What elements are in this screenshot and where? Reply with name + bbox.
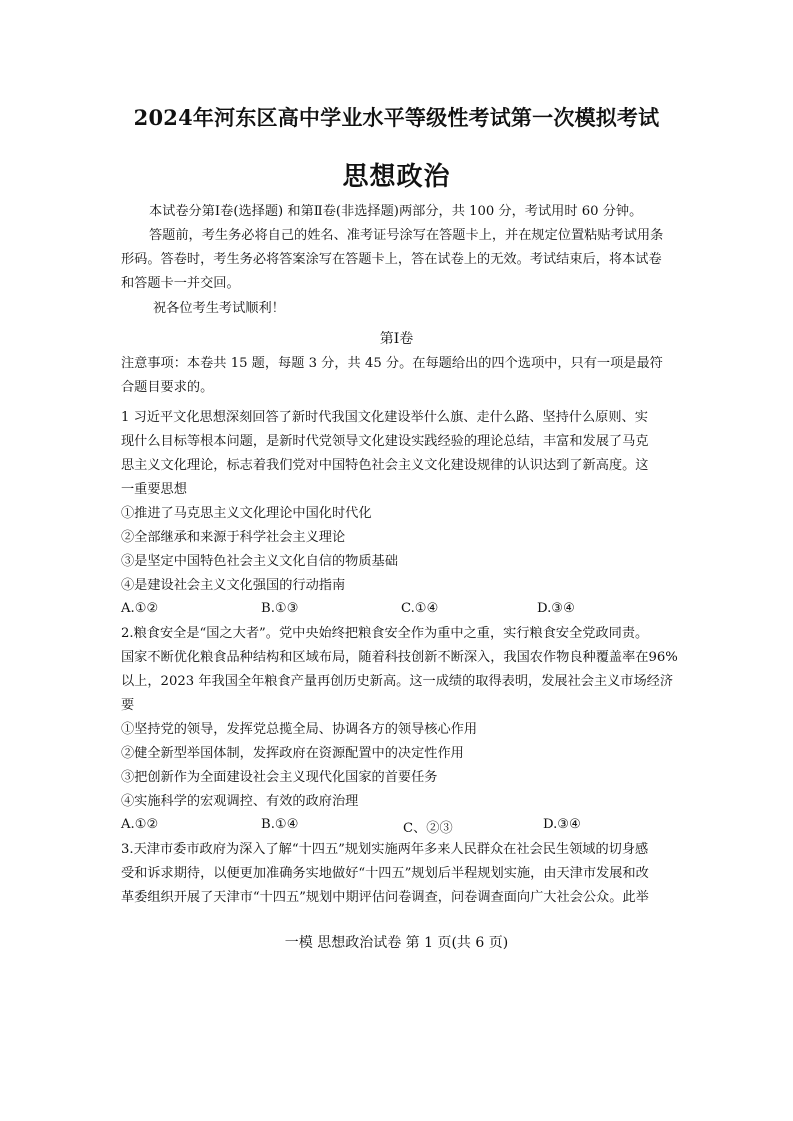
answer-option-b: B.①③ <box>261 601 299 616</box>
subject-heading: 思想政治 <box>342 162 451 192</box>
statement-item: ②健全新型举国体制，发挥政府在资源配置中的决定性作用 <box>121 746 464 761</box>
intro-line: 形码。答卷时，考生务必将答案涂写在答题卡上，答在试卷上的无效。考试结束后，将本试卷 <box>121 252 662 267</box>
statement-item: ②全部继承和来源于科学社会主义理论 <box>121 530 346 545</box>
question-stem-line: 要 <box>121 698 135 713</box>
question-stem-line: 2.粮食安全是“国之大者”。党中央始终把粮食安全作为重中之重，实行粮食安全党政同责。 <box>121 626 649 641</box>
answer-option-c: C.①④ <box>401 601 439 616</box>
statement-item: ①推进了马克思主义文化理论中国化时代化 <box>121 506 372 521</box>
question-stem-line: 一重要思想 <box>121 482 187 497</box>
statement-item: ④是建设社会主义文化强国的行动指南 <box>121 578 346 593</box>
intro-line: 答题前，考生务必将自己的姓名、准考证号涂写在答题卡上，并在规定位置粘贴考试用条 <box>149 228 664 243</box>
question-stem-line: 3.天津市委市政府为深入了解“十四五”规划实施两年多来人民群众在社会民生领域的切身感 <box>121 842 649 857</box>
answer-option-a: A.①② <box>121 601 159 616</box>
statement-item: ①坚持党的领导，发挥党总揽全局、协调各方的领导核心作用 <box>121 722 478 737</box>
answer-option-a: A.①② <box>121 817 159 832</box>
question-stem-line: 思主义文化理论，标志着我们党对中国特色社会主义文化建设规律的认识达到了新高度。这 <box>121 458 649 473</box>
answer-option-d: D.③④ <box>537 601 575 616</box>
statement-item: ③是坚定中国特色社会主义文化自信的物质基础 <box>121 554 398 569</box>
statement-item: ③把创新作为全面建设社会主义现代化国家的首要任务 <box>121 770 438 785</box>
question-stem-line: 革委组织开展了天津市“十四五”规划中期评估问卷调查，问卷调查面向广大社会公众。此举 <box>121 890 649 905</box>
note-line: 合题目要求的。 <box>121 380 214 395</box>
note-line: 注意事项：本卷共 15 题，每题 3 分，共 45 分。在每题给出的四个选项中，只有一项是最符 <box>121 356 663 371</box>
question-stem-line: 1 习近平文化思想深刻回答了新时代我国文化建设举什么旗、走什么路、坚持什么原则、实 <box>121 410 648 425</box>
question-stem-line: 现什么目标等根本问题，是新时代党领导文化建设实践经验的理论总结，丰富和发展了马克 <box>121 434 649 449</box>
question-stem-line: 受和诉求期待，以便更加准确务实地做好“十四五”规划后半程规划实施，由天津市发展和改 <box>121 866 649 881</box>
section-title: 第Ⅰ卷 <box>379 331 414 347</box>
answer-option-b: B.①④ <box>261 817 299 832</box>
answer-option-d: D.③④ <box>543 817 581 832</box>
intro-line: 和答题卡一并交回。 <box>121 276 240 291</box>
statement-item: ④实施科学的宏观调控、有效的政府治理 <box>121 794 359 809</box>
intro-line: 本试卷分第Ⅰ卷(选择题) 和第Ⅱ卷(非选择题)两部分，共 100 分，考试用时 60 分钟。 <box>149 204 643 219</box>
page-footer: 一模 思想政治试卷 第 1 页(共 6 页) <box>284 935 509 951</box>
answer-option-c: C、②③ <box>403 821 453 836</box>
question-stem-line: 以上，2023 年我国全年粮食产量再创历史新高。这一成绩的取得表明，发展社会主义市场经济 <box>121 674 674 689</box>
question-stem-line: 国家不断优化粮食品种结构和区域布局，随着科技创新不断深入，我国农作物良种覆盖率在96% <box>121 650 678 665</box>
wish-text: 祝各位考生考试顺利！ <box>153 301 285 316</box>
exam-title: 2024年河东区高中学业水平等级性考试第一次模拟考试 <box>133 105 660 130</box>
